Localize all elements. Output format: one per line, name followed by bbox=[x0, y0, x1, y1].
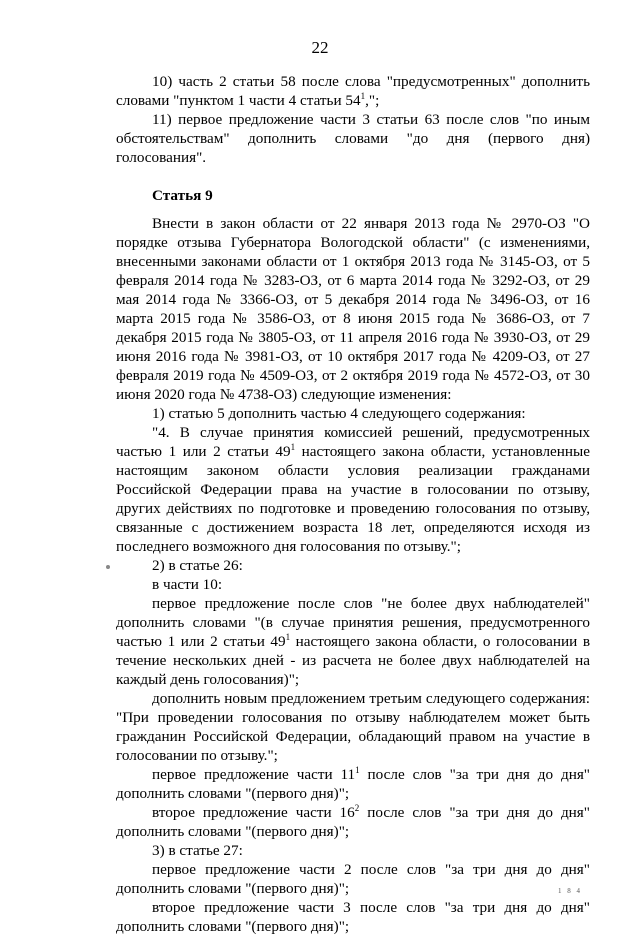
footer-mark: 1 8 4 bbox=[558, 887, 582, 895]
paragraph-text: "; bbox=[368, 92, 380, 109]
article-intro: Внести в закон области от 22 января 2013 года № 2970-ОЗ "О порядке отзыва Губернатора Вологодской области" (с изменениями, внесенными законами области от 1 октября 2013 года № 3145-ОЗ, от 5 февраля 2014 года № 3283-ОЗ, от 6 марта 2014 года № 3292-ОЗ, от 29 мая 2014 года № 3366-ОЗ, от 5 декабря 2014 года № 3496-ОЗ, от 16 марта 2015 года № 3586-ОЗ, от 8 июня 2015 года № 3686-ОЗ, от 7 декабря 2015 года № 3805-ОЗ, от 11 апреля 2016 года № 3930-ОЗ, от 29 июня 2016 года № 3981-ОЗ, от 10 октября 2017 года № 4209-ОЗ, от 27 февраля 2019 года № 4509-ОЗ, от 2 октября 2019 года № 4572-ОЗ, от 30 июня 2020 года № 4738-ОЗ) следующие изменения: bbox=[116, 215, 590, 403]
item-2: 2) в статье 26: bbox=[152, 557, 243, 574]
document-body bbox=[116, 72, 590, 936]
item-1: 1) статью 5 дополнить частью 4 следующего содержания: bbox=[152, 405, 526, 422]
paragraph-text: после слов "за три дня до дня" дополнить словами "(первого дня)"; bbox=[116, 766, 591, 802]
spacer bbox=[116, 167, 590, 186]
paragraph-text: , bbox=[365, 92, 369, 109]
scan-mark bbox=[106, 565, 110, 569]
paragraph-text: "4. В случае принятия комиссией решений, предусмотренных частью 1 или 2 статьи 49 bbox=[116, 424, 590, 460]
item-3-para-2: второе предложение части 3 после слов "за три дня до дня" дополнить словами "(первого дня)"; bbox=[116, 899, 590, 935]
page-number: 22 bbox=[311, 38, 329, 57]
item-2-para-4 bbox=[116, 803, 590, 841]
item-1-text bbox=[116, 423, 590, 556]
paragraph-text: второе предложение части 16 bbox=[152, 804, 355, 821]
paragraph-item-11: 11) первое предложение части 3 статьи 63 после слов "по иным обстоятельствам" дополнить словами "до дня (первого дня) голосования". bbox=[116, 111, 590, 166]
paragraph-text: 10) часть 2 статьи 58 после слова "предусмотренных" дополнить словами "пунктом 1 части 4 статьи 54 bbox=[116, 73, 590, 109]
item-3: 3) в статье 27: bbox=[152, 842, 243, 859]
item-2-para-2: дополнить новым предложением третьим следующего содержания: "При проведении голосования по отзыву наблюдателем может быть гражданин Российской Федерации, обладающий правом на участие в голосовании по отзыву."; bbox=[116, 690, 590, 764]
spacer bbox=[116, 205, 590, 214]
paragraph-text: после слов "за три дня до дня" дополнить словами "(первого дня)"; bbox=[116, 804, 590, 840]
superscript: 1 bbox=[360, 90, 366, 101]
superscript: 1 bbox=[355, 764, 360, 775]
paragraph-text: первое предложение части 11 bbox=[152, 766, 356, 783]
superscript: 1 bbox=[285, 631, 291, 642]
superscript: 2 bbox=[354, 802, 360, 813]
paragraph-text: настоящего закона области, установленные настоящим законом области условия реализации гражданами Российской Федерации права на участие в голосовании по отзыву, других действиях по подготовке и проведению голосования по отзыву, связанные с достижением возраста 18 лет, определяются исходя из последнего возможного дня голосования по отзыву."; bbox=[116, 443, 590, 555]
paragraph-text: первое предложение после слов "не более двух наблюдателей" дополнить словами "(в случае принятия решения, предусмотренного частью 1 или 2 статьи 49 bbox=[116, 595, 590, 650]
article-heading: Статья 9 bbox=[152, 187, 213, 204]
item-3-para-1: первое предложение части 2 после слов "за три дня до дня" дополнить словами "(первого дня)"; bbox=[116, 861, 590, 897]
paragraph-text: настоящего закона области, о голосовании в течение нескольких дней - из расчета не более двух наблюдателей на каждый день голосования)"; bbox=[116, 633, 590, 688]
paragraph-item-10 bbox=[116, 72, 590, 110]
item-2-para-1 bbox=[116, 594, 590, 689]
superscript: 1 bbox=[290, 441, 296, 452]
item-2-sub: в части 10: bbox=[152, 576, 223, 593]
item-2-para-3 bbox=[116, 765, 590, 803]
